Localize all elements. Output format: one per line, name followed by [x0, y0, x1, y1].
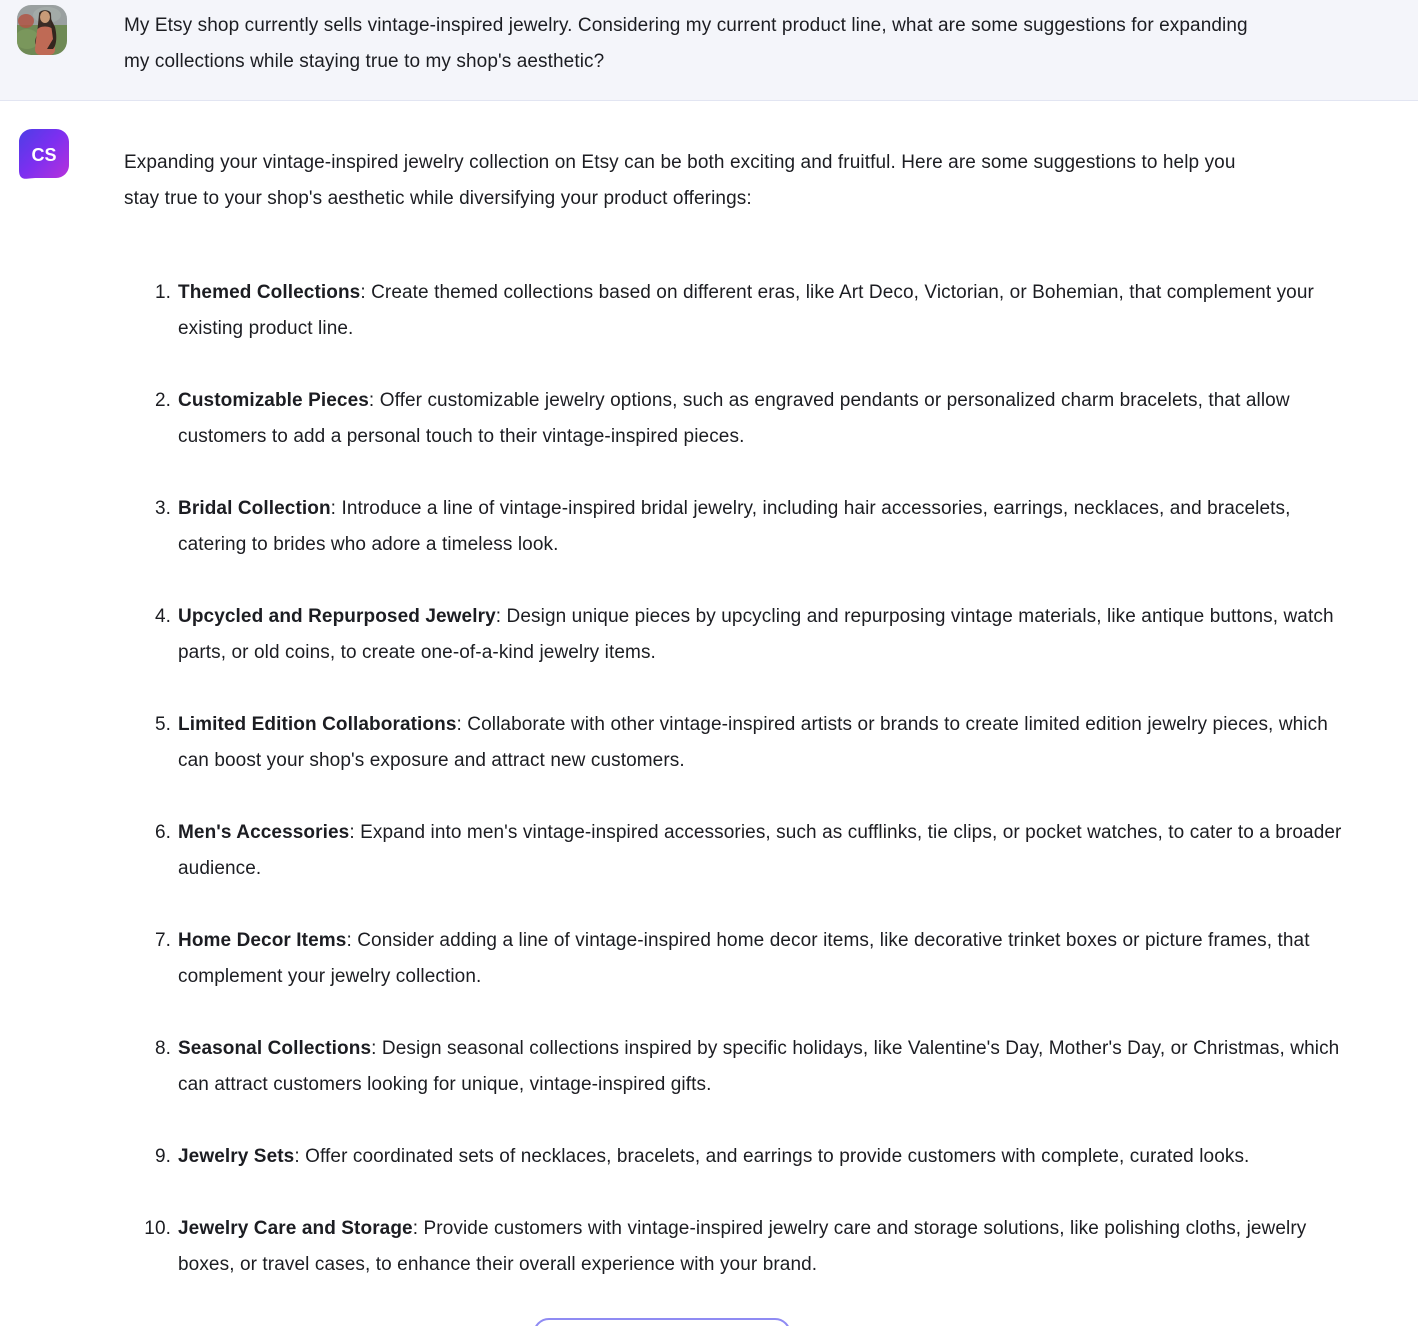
list-item-description: Offer customizable jewelry options, such as engraved pendants or personalized charm bracelets, that allow customers to add a personal touch to their vintage-inspired pieces. — [178, 390, 1290, 447]
list-item-number: 2. — [154, 390, 171, 411]
list-item-term: Men's Accessories — [178, 822, 350, 843]
list-item-number: 10. — [144, 1218, 171, 1239]
assistant-logo-label: CS — [31, 145, 57, 165]
list-item-description: Offer coordinated sets of necklaces, bracelets, and earrings to provide customers with complete, curated looks. — [305, 1146, 1250, 1167]
list-item-number: 4. — [154, 606, 171, 627]
list-item-term: Limited Edition Collaborations — [178, 714, 457, 735]
suggestion-list — [124, 275, 1358, 1283]
list-item-description: Collaborate with other vintage-inspired artists or brands to create limited edition jewelry pieces, which can boost your shop's exposure and attract new customers. — [178, 714, 1328, 771]
list-item-description: Design seasonal collections inspired by specific holidays, like Valentine's Day, Mother's Day, or Christmas, which can attract customers looking for unique, vintage-inspired gifts. — [178, 1038, 1340, 1095]
list-item — [124, 599, 1358, 671]
assistant-logo-icon — [18, 128, 70, 180]
list-item-term: Home Decor Items — [178, 930, 347, 951]
list-item-term: Upcycled and Repurposed Jewelry — [178, 606, 496, 627]
list-item-separator: : — [346, 930, 358, 951]
list-item — [124, 491, 1358, 563]
list-item-description: Introduce a line of vintage-inspired bridal jewelry, including hair accessories, earrings, necklaces, and bracelets, catering to brides who adore a timeless look. — [178, 498, 1291, 555]
list-item-separator: : — [495, 606, 507, 627]
list-item — [124, 1139, 1358, 1175]
list-item — [124, 1211, 1358, 1283]
assistant-message-row — [0, 101, 1418, 1319]
list-item-separator: : — [360, 282, 372, 303]
list-item-separator: : — [368, 390, 380, 411]
list-item — [124, 707, 1358, 779]
user-message-text: My Etsy shop currently sells vintage-inspired jewelry. Considering my current product line, what are some suggestions for expanding my collections while staying true to my shop's aesthetic? — [124, 15, 1248, 72]
list-item — [124, 923, 1358, 995]
list-item-term: Jewelry Sets — [178, 1146, 295, 1167]
list-item-number: 5. — [154, 714, 171, 735]
action-button[interactable] — [533, 1318, 791, 1326]
list-item-separator: : — [456, 714, 468, 735]
list-item-number: 3. — [154, 498, 171, 519]
list-item-term: Seasonal Collections — [178, 1038, 372, 1059]
list-item-separator: : — [349, 822, 361, 843]
list-item-description: Expand into men's vintage-inspired accessories, such as cufflinks, tie clips, or pocket watches, to cater to a broader audience. — [178, 822, 1342, 879]
list-item-description: Provide customers with vintage-inspired jewelry care and storage solutions, like polishing cloths, jewelry boxes, or travel cases, to enhance their overall experience with your brand. — [178, 1218, 1307, 1275]
list-item-description: Consider adding a line of vintage-inspired home decor items, like decorative trinket boxes or picture frames, that complement your jewelry collection. — [178, 930, 1310, 987]
list-item-number: 7. — [154, 930, 171, 951]
list-item-term: Themed Collections — [178, 282, 361, 303]
list-item-description: Design unique pieces by upcycling and repurposing vintage materials, like antique buttons, watch parts, or old coins, to create one-of-a-kind jewelry items. — [178, 606, 1334, 663]
assistant-message-content — [124, 128, 1358, 1319]
list-item — [124, 1031, 1358, 1103]
list-item-term: Customizable Pieces — [178, 390, 369, 411]
list-item-separator: : — [412, 1218, 424, 1239]
list-item-separator: : — [294, 1146, 306, 1167]
list-item-separator: : — [371, 1038, 382, 1059]
list-item-term: Bridal Collection — [178, 498, 331, 519]
list-item-number: 8. — [154, 1038, 171, 1059]
list-item-description: Create themed collections based on different eras, like Art Deco, Victorian, or Bohemian, that complement your existing product line. — [178, 282, 1314, 339]
list-item — [124, 275, 1358, 347]
assistant-intro-text: Expanding your vintage-inspired jewelry collection on Etsy can be both exciting and fruitful. Here are some suggestions to help you stay true to your shop's aesthetic while diversifying your product offerings: — [124, 152, 1236, 209]
list-item — [124, 815, 1358, 887]
user-message-row — [0, 0, 1418, 101]
list-item — [124, 383, 1358, 455]
list-item-separator: : — [330, 498, 342, 519]
list-item-number: 1. — [154, 282, 171, 303]
user-avatar — [17, 5, 67, 55]
list-item-number: 6. — [154, 822, 171, 843]
list-item-number: 9. — [154, 1146, 171, 1167]
list-item-term: Jewelry Care and Storage — [178, 1218, 413, 1239]
